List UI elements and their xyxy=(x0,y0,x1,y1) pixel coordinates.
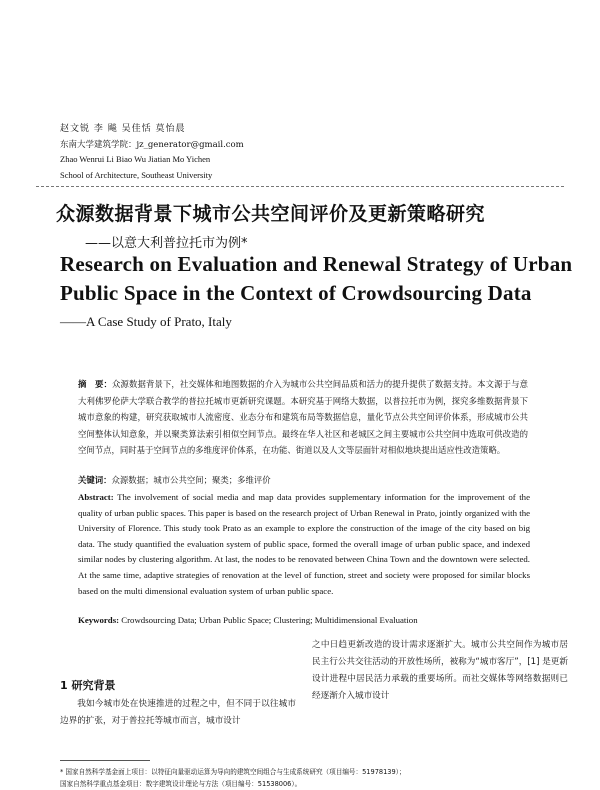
abstract-en-label: Abstract: xyxy=(78,492,114,502)
keywords-cn-label: 关键词： xyxy=(78,475,112,485)
abstract-cn-label: 摘 要： xyxy=(78,379,112,389)
abstract-en-text: The involvement of social media and map data provides supplementary information for the improvement of the quality of urban public spaces. This paper is based on the research project of Urban Renewal in Prato, jointly organized with the University of Florence. This study took Prato as an example to explore the construction of the image of the city based on big data. The study quantified the evaluation system of public space, formed the overall image of urban public space, and indexed similar nodes by clustering algorithm. At last, the nodes to be renovated between China Town and the downtown were selected. At the same time, adaptive strategies of renovation at the level of function, street and society were proposed for similar blocks based on the multi dimensional evaluation system of urban public space. xyxy=(78,492,530,596)
title-cn: 众源数据背景下城市公共空间评价及更新策略研究 xyxy=(56,203,486,225)
abstract-cn-text: 众源数据背景下，社交媒体和地图数据的介入为城市公共空间品质和活力的提升提供了数据支持。本文源于与意大利佛罗伦萨大学联合教学的普拉托城市更新研究课题。本研究基于网络大数据，以普拉托市为例，探究多维数据背景下城市意象的构建，研究获取城市人流密度、业态分布和建筑布局等数据信息，量化节点公共空间评价体系，形成城市公共空间整体认知意象，并以聚类算法索引相似空间节点。最终在华人社区和老城区之间主要城市公共空间中选取可供改造的空间节点，同时基于空间节点的多维度评价体系，在功能、街道以及人文等层面针对相似地块提出适应性改造策略。 xyxy=(78,379,529,456)
subtitle-en: ——A Case Study of Prato, Italy xyxy=(60,314,232,329)
authors-en: Zhao Wenrui Li Biao Wu Jiatian Mo Yichen xyxy=(60,154,211,164)
keywords-cn xyxy=(78,474,271,486)
title-en-line2: Public Space in the Context of Crowdsourcing Data xyxy=(60,281,532,305)
section-1-left-column: 我如今城市处在快速推进的过程之中，但不同于以往城市边界的扩张，对于普拉托等城市而言，城市设计 xyxy=(60,699,296,726)
footnote-2: 国家自然科学重点基金项目：数字建筑设计理论与方法（项目编号：51538006）。 xyxy=(60,780,302,788)
affiliation-en: School of Architecture, Southeast University xyxy=(60,170,213,180)
keywords-cn-text: 众源数据；城市公共空间；聚类；多维评价 xyxy=(111,475,271,485)
affiliation-cn: 东南大学建筑学院：jz_generator@gmail.com xyxy=(60,140,244,150)
authors-cn: 赵文锐 李 飚 吴佳恬 莫怡晨 xyxy=(60,124,186,134)
title-en-line1: Research on Evaluation and Renewal Strategy of Urban xyxy=(60,252,573,276)
abstract-cn xyxy=(78,376,528,459)
header-divider xyxy=(36,186,564,187)
abstract-en xyxy=(78,490,530,599)
footnote-divider xyxy=(60,760,150,761)
section-1-heading: 1 研究背景 xyxy=(60,679,116,692)
subtitle-cn: ——以意大利普拉托市为例* xyxy=(85,236,248,251)
keywords-en-text: Crowdsourcing Data; Urban Public Space; Clustering; Multidimensional Evaluation xyxy=(121,615,418,625)
keywords-en xyxy=(78,615,418,625)
footnote-1: * 国家自然科学基金面上项目：以特征向量驱动运算为导向的建筑空间组合与生成系统研究（项目编号：51978139）； xyxy=(60,768,406,776)
keywords-en-label: Keywords: xyxy=(78,615,120,625)
section-1-right-column: 之中日趋更新改造的设计需求逐渐扩大。城市公共空间作为城市居民主行公共交往活动的开放性场所，被称为“城市客厅”，[1] 是更新设计进程中居民活力承载的重要场所。而社交媒体等网络数据则已经逐渐介入城市设计 xyxy=(312,640,568,701)
